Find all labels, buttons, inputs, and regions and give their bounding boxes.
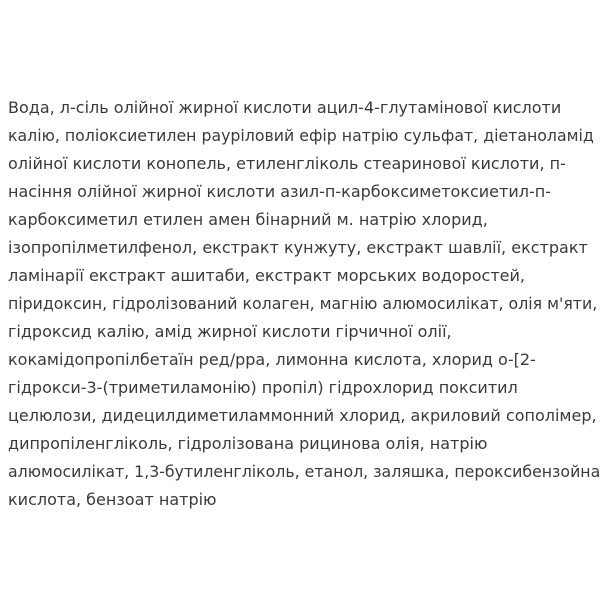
ingredients-line-1: Вода, л-сіль олійної жирної кислоти ацил-4-глутамінової кислоти (8, 98, 562, 117)
ingredients-text-block (8, 94, 600, 514)
ingredients-line-3: олійної кислоти конопель, етиленгліколь стеаринової кислоти, п- (8, 154, 566, 173)
ingredients-line-5: карбоксиметил етилен амен бінарний м. натрію хлорид, (8, 210, 488, 229)
ingredients-line-13: дипропіленгліколь, гідролізована рицинова олія, натрію (8, 434, 488, 453)
ingredients-line-2: калію, поліоксиетилен раурiловий ефір натрію сульфат, діетаноламід (8, 126, 594, 145)
ingredients-line-4: насіння олійної жирної кислоти азил-п-карбоксиметоксиетил-п- (8, 182, 551, 201)
ingredients-line-14: алюмосилікат, 1,3-бутиленгліколь, етанол, заляшка, пероксибензойна (8, 462, 600, 481)
ingredients-line-7: ламінарії екстракт ашитаби, екстракт морських водоростей, (8, 266, 525, 285)
ingredients-line-9: гідроксид калію, амід жирної кислоти гірчичної олії, (8, 322, 452, 341)
ingredients-line-6: ізопропілметилфенол, екстракт кунжуту, екстракт шавлії, екстракт (8, 238, 588, 257)
ingredients-line-8: піридоксин, гідролізований колаген, магнію алюмосилікат, олія м'яти, (8, 294, 598, 313)
ingredients-line-11: гідрокси-3-(триметиламонію) пропіл) гідрохлорид покситил (8, 378, 518, 397)
ingredients-line-10: кокамідопропілбетаїн ред/рра, лимонна кислота, хлорид о-[2- (8, 350, 536, 369)
ingredients-line-12: целюлози, дидецилдиметиламмонний хлорид, акриловий сополімер, (8, 406, 597, 425)
ingredients-line-15: кислота, бензоат натрію (8, 490, 217, 509)
